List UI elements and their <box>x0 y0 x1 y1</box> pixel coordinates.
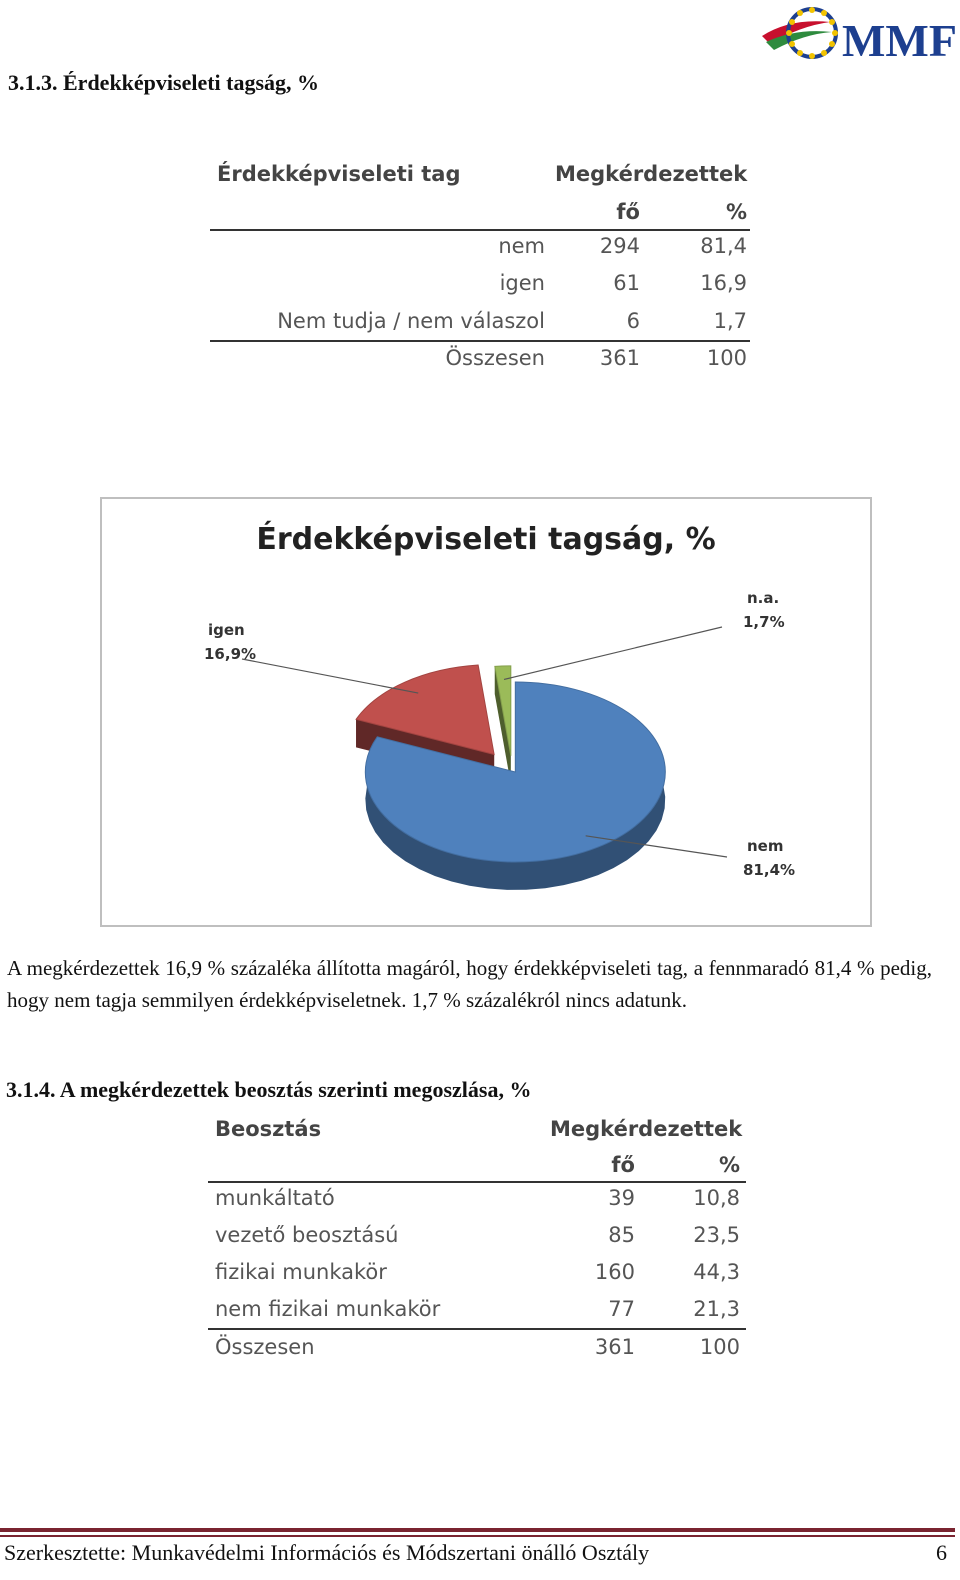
table-row-fo: 61 <box>613 271 640 295</box>
table2-sub-pct: % <box>718 1153 740 1177</box>
table2-row-pct: 21,3 <box>693 1297 740 1321</box>
table2-row-label: nem fizikai munkakör <box>215 1297 441 1321</box>
table-sub-pct: % <box>725 200 747 224</box>
table2-row-label: munkáltató <box>215 1186 335 1210</box>
table2-rule <box>208 1181 746 1183</box>
logo-text: MMF <box>842 15 955 66</box>
table2-row-pct: 10,8 <box>693 1186 740 1210</box>
table2-sub-fo: fő <box>611 1153 635 1177</box>
pie-chart-frame <box>100 497 872 927</box>
table-row-fo: 294 <box>599 234 640 258</box>
table2-row-pct: 23,5 <box>693 1223 740 1247</box>
table2-row-fo: 39 <box>608 1186 635 1210</box>
table-row-label: nem <box>498 234 545 258</box>
table2-total-pct: 100 <box>699 1335 740 1359</box>
table2-row-fo: 85 <box>608 1223 635 1247</box>
table2-row-fo: 77 <box>608 1297 635 1321</box>
table2-row-fo: 160 <box>594 1260 635 1284</box>
table-total-fo: 361 <box>599 346 640 370</box>
pie-label-name: n.a. <box>747 589 780 607</box>
pie-label-name: igen <box>208 621 245 639</box>
table-row-pct: 1,7 <box>713 309 747 333</box>
table-row-pct: 16,9 <box>700 271 747 295</box>
pie-label-value: 1,7% <box>743 613 785 631</box>
pie-leader-line <box>242 659 418 693</box>
pie-slice-n-a- <box>495 666 511 756</box>
table-total-pct: 100 <box>706 346 747 370</box>
pie-label-value: 81,4% <box>743 861 796 879</box>
table2-col2-header: Megkérdezettek <box>550 1117 743 1141</box>
section-heading-2: 3.1.4. A megkérdezettek beosztás szerinti megoszlása, % <box>6 1077 532 1102</box>
paragraph-text: A megkérdezettek 16,9 % százaléka állította magáról, hogy érdekképviseleti tag, a fennmaradó 81,4 % pedig, hogy nem tagja semmilyen érdekképviseletnek. 1,7 % százalékról nincs adatunk. <box>7 956 932 1012</box>
table-row-pct: 81,4 <box>700 234 747 258</box>
pie-label-name: nem <box>747 837 784 855</box>
table-rule <box>210 229 750 231</box>
table2-row-pct: 44,3 <box>693 1260 740 1284</box>
footer-text: Szerkesztette: Munkavédelmi Információs és Módszertani önálló Osztály <box>4 1540 650 1565</box>
pie-leader-line <box>504 627 722 679</box>
table-row-fo: 6 <box>626 309 640 333</box>
table-col2-header: Megkérdezettek <box>555 162 748 186</box>
footer-rule <box>0 1535 955 1537</box>
section-heading: 3.1.3. Érdekképviseleti tagság, % <box>8 70 320 95</box>
table2-total-label: Összesen <box>215 1335 315 1359</box>
table-row-label: Nem tudja / nem válaszol <box>277 309 545 333</box>
table-rule <box>210 340 750 342</box>
body-paragraph <box>7 952 932 1016</box>
table-col1-header: Érdekképviseleti tag <box>217 162 461 186</box>
table2-row-label: fizikai munkakör <box>215 1260 387 1284</box>
table2-col1-header: Beosztás <box>215 1117 322 1141</box>
table-row-label: igen <box>499 271 545 295</box>
pie-label-value: 16,9% <box>204 645 257 663</box>
footer-rule <box>0 1528 955 1532</box>
table2-row-label: vezető beosztású <box>215 1223 399 1247</box>
table2-rule <box>208 1328 746 1330</box>
chart-title: Érdekképviseleti tagság, % <box>256 522 716 557</box>
table2-total-fo: 361 <box>594 1335 635 1359</box>
table-sub-fo: fő <box>616 200 640 224</box>
page-number: 6 <box>936 1540 947 1565</box>
table-total-label: Összesen <box>445 346 545 370</box>
pie-chart <box>102 499 870 925</box>
mmf-logo <box>760 0 955 68</box>
